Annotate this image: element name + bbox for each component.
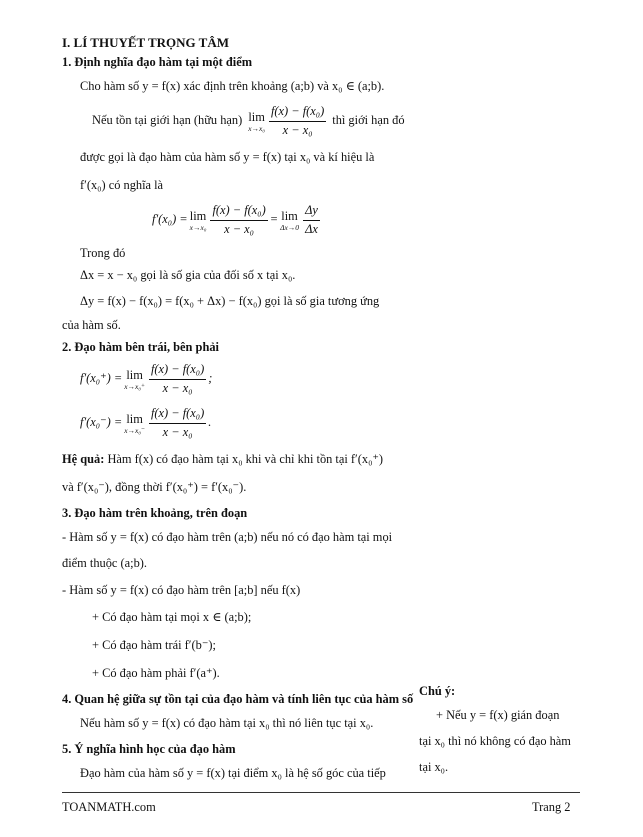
lim-text: lim xyxy=(126,411,143,426)
geometric-meaning-line: Đạo hàm của hàm số y = f(x) tại điểm x₀ là hệ số góc của tiếp xyxy=(80,766,386,780)
difference-quotient xyxy=(149,406,206,440)
section-heading: I. LÍ THUYẾT TRỌNG TÂM xyxy=(62,35,230,50)
lim-text: lim xyxy=(248,109,265,124)
fraction-numerator: f(x) − f(x₀) xyxy=(149,362,206,380)
interval-line-3: - Hàm số y = f(x) có đạo hàm trên [a;b] nếu f(x) xyxy=(62,583,301,597)
fraction-denominator: x − x₀ xyxy=(282,122,313,137)
fraction-numerator: Δy xyxy=(303,203,320,221)
fraction-denominator: Δx xyxy=(305,221,318,236)
note-title: Chú ý: xyxy=(419,684,456,698)
lim-text: lim xyxy=(126,367,143,382)
lim-text: lim xyxy=(281,208,298,223)
lim-subscript: x→x₀⁻ xyxy=(124,426,145,435)
fraction-denominator: x − x₀ xyxy=(162,424,193,439)
interval-line-2: điểm thuộc (a;b). xyxy=(62,556,147,570)
definition-paragraph-1: Cho hàm số y = f(x) xác định trên khoảng (a;b) và x₀ ∈ (a;b). xyxy=(80,79,385,93)
limit-operator xyxy=(248,110,265,133)
fraction-numerator: f(x) − f(x₀) xyxy=(149,406,206,424)
corollary-label: Hệ quả: xyxy=(62,452,105,466)
left-derivative-formula xyxy=(80,406,211,440)
right-derivative-formula xyxy=(80,362,212,396)
limit-operator xyxy=(190,209,207,232)
delta-y-definition: Δy = f(x) − f(x₀) = f(x₀ + Δx) − f(x₀) gọi là số gia tương ứng xyxy=(80,294,380,308)
note-line-1: + Nếu y = f(x) gián đoạn xyxy=(436,708,560,722)
lim-subscript: Δx→0 xyxy=(280,223,300,232)
interval-line-1: - Hàm số y = f(x) có đạo hàm trên (a;b) nếu nó có đạo hàm tại mọi xyxy=(62,530,393,544)
corollary-cont: và f′(x₀⁻), đồng thời f′(x₀⁺) = f′(x₀⁻). xyxy=(62,480,247,494)
increment-quotient xyxy=(303,203,320,237)
lim-subscript: x→x₀⁺ xyxy=(124,382,145,391)
footer-divider xyxy=(62,792,580,793)
corollary-text: Hàm f(x) có đạo hàm tại x₀ khi và chỉ khi tồn tại f′(x₀⁺) xyxy=(107,452,384,466)
punctuation: ; xyxy=(208,371,213,386)
condition-item: + Có đạo hàm phải f′(a⁺). xyxy=(92,666,220,680)
difference-quotient xyxy=(269,104,326,138)
limit-operator xyxy=(124,412,145,435)
corollary xyxy=(62,452,383,468)
note-line-2: tại x₀ thì nó không có đạo hàm xyxy=(419,734,571,748)
derivative-formula xyxy=(152,203,322,237)
formula-lhs: f′(x₀⁻) = xyxy=(80,415,123,430)
formula-lhs: f′(x₀) = xyxy=(152,212,188,227)
fraction-numerator: f(x) − f(x₀) xyxy=(210,203,267,221)
equals-sign: = xyxy=(269,212,279,227)
section-4-title: 4. Quan hệ giữa sự tồn tại của đạo hàm và tính liên tục của hàm số xyxy=(62,692,414,706)
difference-quotient xyxy=(210,203,267,237)
lim-subscript: x→x₀ xyxy=(189,223,207,232)
difference-quotient xyxy=(149,362,206,396)
limit-operator xyxy=(280,209,299,232)
section-1-title: 1. Định nghĩa đạo hàm tại một điểm xyxy=(62,55,253,69)
fraction-numerator: f(x) − f(x₀) xyxy=(269,104,326,122)
condition-item: + Có đạo hàm tại mọi x ∈ (a;b); xyxy=(92,610,252,624)
where-label: Trong đó xyxy=(80,246,126,260)
section-2-title: 2. Đạo hàm bên trái, bên phải xyxy=(62,340,219,354)
lim-subscript: x→x₀ xyxy=(248,124,265,133)
section-3-title: 3. Đạo hàm trên khoảng, trên đoạn xyxy=(62,506,248,520)
limit-statement xyxy=(92,104,405,138)
formula-lhs: f′(x₀⁺) = xyxy=(80,371,123,386)
fraction-denominator: x − x₀ xyxy=(162,380,193,395)
footer-page-number: Trang 2 xyxy=(532,800,571,814)
limit-intro-text: Nếu tồn tại giới hạn (hữu hạn) xyxy=(92,113,243,128)
fraction-denominator: x − x₀ xyxy=(224,221,254,236)
continuity-statement: Nếu hàm số y = f(x) có đạo hàm tại x₀ thì nó liên tục tại x₀. xyxy=(80,716,374,730)
limit-operator xyxy=(124,368,145,391)
definition-paragraph-4: f′(x₀) có nghĩa là xyxy=(80,178,164,192)
delta-x-definition: Δx = x − x₀ gọi là số gia của đối số x tại x₀. xyxy=(80,268,296,282)
footer-site: TOANMATH.com xyxy=(62,800,156,814)
lim-text: lim xyxy=(189,208,207,223)
delta-y-definition-cont: của hàm số. xyxy=(62,318,121,332)
section-5-title: 5. Ý nghĩa hình học của đạo hàm xyxy=(62,742,236,756)
condition-item: + Có đạo hàm trái f′(b⁻); xyxy=(92,638,216,652)
limit-outro-text: thì giới hạn đó xyxy=(332,113,405,128)
definition-paragraph-3: được gọi là đạo hàm của hàm số y = f(x) tại x₀ và kí hiệu là xyxy=(80,150,375,164)
note-line-3: tại x₀. xyxy=(419,760,449,774)
punctuation: . xyxy=(208,415,212,430)
